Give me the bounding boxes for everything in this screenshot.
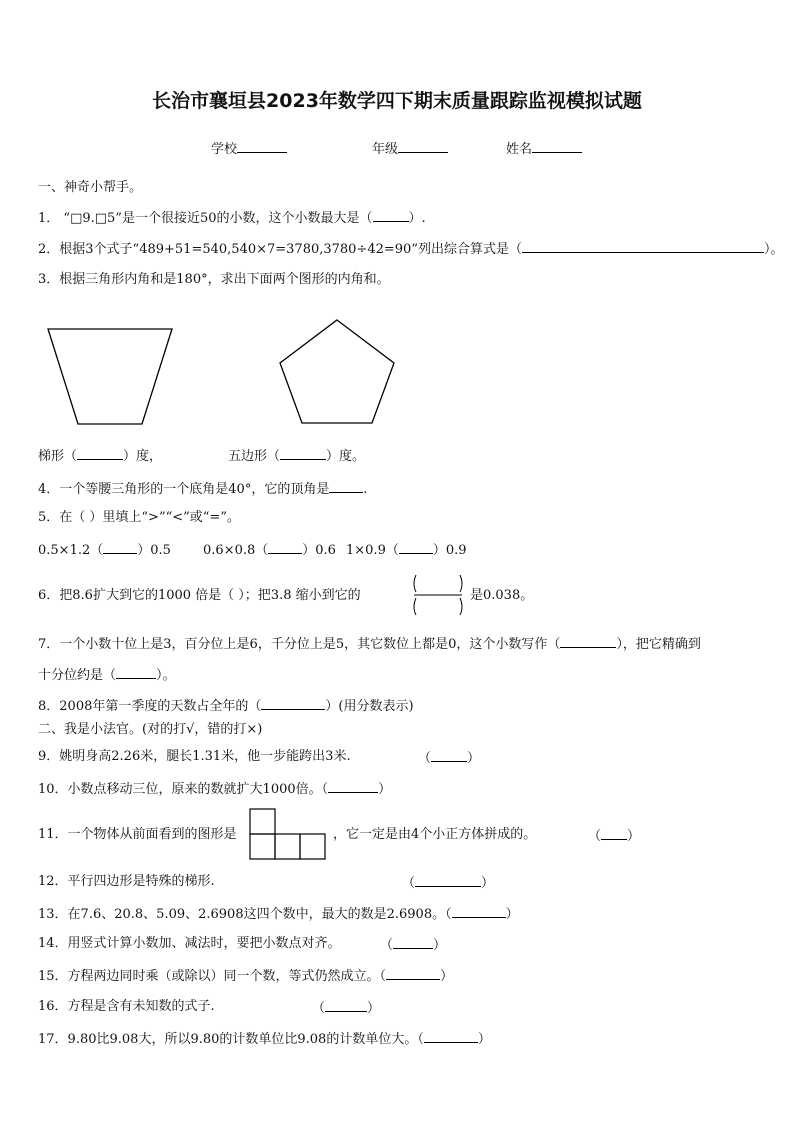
section-2-heading: 二、我是小法官。(对的打√，错的打×) — [38, 722, 263, 737]
question-text-end: ）(用分数表示) — [325, 699, 414, 714]
question-3-pentagon-answer — [228, 445, 365, 467]
paren-close: ） — [627, 829, 641, 844]
question-17 — [38, 1028, 491, 1050]
answer-blank[interactable] — [560, 633, 616, 648]
grade-blank[interactable] — [398, 138, 448, 153]
answer-blank[interactable] — [393, 934, 433, 949]
question-text-end: ）。 — [156, 668, 176, 683]
compare-left: 1×0.9（ — [346, 543, 399, 558]
question-7-line-2 — [38, 664, 176, 686]
paren-close: ） — [481, 876, 495, 891]
answer-blank[interactable] — [329, 478, 363, 493]
question-text-end: ） — [505, 907, 519, 922]
compare-blank[interactable] — [399, 539, 433, 554]
question-number: 13． — [38, 907, 68, 922]
paren-open: （ — [380, 938, 394, 953]
name-field — [506, 138, 582, 157]
answer-blank[interactable] — [386, 965, 440, 980]
question-7 — [38, 633, 701, 655]
question-text-end: . — [363, 482, 368, 497]
question-11-end: ，它一定是由4个小正方体拼成的。 — [333, 827, 537, 842]
question-text-end: ）。 — [763, 242, 784, 257]
paren-close: ） — [467, 751, 481, 766]
question-text: 根据三角形内角和是180°，求出下面两个图形的内角和。 — [59, 272, 390, 287]
compare-blank[interactable] — [103, 539, 137, 554]
trapezoid-figure — [40, 320, 180, 430]
question-12-answer — [402, 872, 494, 894]
pentagon-label-end: ）度。 — [326, 449, 366, 464]
question-number: 9． — [38, 749, 60, 764]
question-1 — [38, 207, 426, 229]
question-text: 在（ ）里填上“>”“<”或“=”。 — [59, 510, 240, 525]
trapezoid-blank[interactable] — [77, 445, 123, 460]
trapezoid-label-end: ）度， — [123, 449, 163, 464]
question-number: 2． — [38, 242, 60, 257]
question-8 — [38, 695, 414, 717]
answer-blank[interactable] — [452, 903, 506, 918]
question-text-end: ） — [440, 969, 454, 984]
question-text: 用竖式计算小数加、减法时，要把小数点对齐。 — [67, 936, 341, 951]
grade-label: 年级 — [372, 142, 399, 157]
question-number: 12． — [38, 874, 68, 889]
paren-close: ） — [433, 938, 447, 953]
question-text: 一个物体从前面看到的图形是 — [67, 827, 237, 842]
pentagon-label: 五边形（ — [228, 449, 281, 464]
question-text: 平行四边形是特殊的梯形. — [67, 874, 215, 889]
question-4 — [38, 478, 367, 500]
compare-blank[interactable] — [268, 539, 302, 554]
question-12 — [38, 872, 215, 892]
compare-right: ）0.6 — [302, 543, 336, 558]
question-number: 4． — [38, 482, 60, 497]
question-text-end: ），把它精确到 — [616, 637, 701, 652]
answer-blank[interactable] — [373, 207, 409, 222]
question-10 — [38, 778, 391, 800]
question-number: 17． — [38, 1032, 68, 1047]
trapezoid-label: 梯形（ — [38, 449, 78, 464]
question-text: 姚明身高2.26米，腿长1.31米，他一步能跨出3米. — [59, 749, 351, 764]
question-number: 1． — [38, 211, 60, 226]
question-text: 把8.6扩大到它的1000 倍是（ ）；把3.8 缩小到它的 — [59, 588, 361, 603]
question-16-answer — [312, 997, 380, 1019]
question-number: 15． — [38, 969, 68, 984]
question-number: 7． — [38, 637, 60, 652]
question-number: 10． — [38, 782, 68, 797]
question-5-item-3 — [346, 539, 467, 561]
compare-left: 0.5×1.2（ — [38, 543, 104, 558]
cube-front-view-icon — [249, 808, 329, 862]
question-text: 小数点移动三位，原来的数就扩大1000倍。（ — [67, 782, 329, 797]
answer-blank[interactable] — [601, 825, 627, 840]
question-14 — [38, 934, 341, 954]
question-3 — [38, 270, 390, 290]
answer-blank[interactable] — [328, 778, 378, 793]
question-number: 6． — [38, 588, 60, 603]
answer-blank[interactable] — [522, 238, 764, 253]
question-number: 8． — [38, 699, 60, 714]
name-label: 姓名 — [506, 142, 533, 157]
question-14-answer — [380, 934, 446, 956]
question-number: 3． — [38, 272, 60, 287]
question-number: 16． — [38, 999, 68, 1014]
question-9-answer — [418, 747, 480, 769]
question-15 — [38, 965, 453, 987]
question-text: 2008年第一季度的天数占全年的（ — [59, 699, 262, 714]
question-text-end: ） — [477, 1032, 491, 1047]
question-3-answers — [38, 445, 162, 467]
paren-open: （ — [402, 876, 416, 891]
name-blank[interactable] — [532, 138, 582, 153]
question-text: 方程是含有未知数的式子. — [67, 999, 215, 1014]
question-5-item-2 — [203, 539, 336, 561]
question-text: 方程两边同时乘（或除以）同一个数，等式仍然成立。（ — [67, 969, 387, 984]
question-11 — [38, 825, 237, 845]
question-16 — [38, 997, 215, 1017]
answer-blank[interactable] — [116, 664, 156, 679]
answer-blank[interactable] — [424, 1028, 478, 1043]
paren-open: （ — [418, 751, 432, 766]
answer-blank[interactable] — [325, 997, 367, 1012]
question-text: 在7.6、20.8、5.09、2.6908这四个数中，最大的数是2.6908。（ — [67, 907, 452, 922]
question-text: 9.80比9.08大，所以9.80的计数单位比9.08的计数单位大。（ — [67, 1032, 424, 1047]
question-text: 十分位约是（ — [38, 668, 117, 683]
exam-title: 长治市襄垣县2023年数学四下期末质量跟踪监视模拟试题 — [152, 90, 642, 112]
question-6 — [38, 586, 361, 606]
question-9 — [38, 747, 351, 767]
question-number: 5． — [38, 510, 60, 525]
school-blank[interactable] — [237, 138, 287, 153]
question-13 — [38, 903, 519, 925]
question-number: 14． — [38, 936, 68, 951]
question-text: “□9.□5”是一个很接近50的小数，这个小数最大是（ — [63, 211, 373, 226]
paren-open: （ — [588, 829, 602, 844]
question-text-end: ） — [378, 782, 392, 797]
question-11-answer — [588, 825, 640, 847]
question-text: 一个小数十位上是3，百分位上是6，千分位上是5，其它数位上都是0，这个小数写作（ — [59, 637, 561, 652]
compare-right: ）0.5 — [137, 543, 171, 558]
grade-field — [372, 138, 448, 157]
answer-blank[interactable] — [431, 747, 467, 762]
question-5-item-1 — [38, 539, 171, 561]
paren-open: （ — [312, 1001, 326, 1016]
school-label: 学校 — [211, 142, 238, 157]
question-2 — [38, 238, 783, 260]
question-5 — [38, 508, 240, 528]
compare-right: ）0.9 — [432, 543, 467, 558]
answer-blank[interactable] — [415, 872, 481, 887]
question-text-end: ）. — [408, 211, 426, 226]
paren-close: ） — [367, 1001, 381, 1016]
pentagon-figure — [272, 314, 402, 430]
section-1-heading: 一、神奇小帮手。 — [38, 180, 143, 195]
pentagon-blank[interactable] — [280, 445, 326, 460]
question-text: 根据3个式子“489+51=540,540×7=3780,3780÷42=90”列出综合算式是（ — [59, 242, 522, 257]
question-6-end: 是0.038。 — [470, 588, 534, 603]
answer-blank[interactable] — [261, 695, 325, 710]
compare-left: 0.6×0.8（ — [203, 543, 269, 558]
school-field — [211, 138, 287, 157]
fraction-blank-icon[interactable] — [410, 572, 466, 618]
question-number: 11． — [38, 827, 68, 842]
question-text: 一个等腰三角形的一个底角是40°，它的顶角是 — [59, 482, 330, 497]
